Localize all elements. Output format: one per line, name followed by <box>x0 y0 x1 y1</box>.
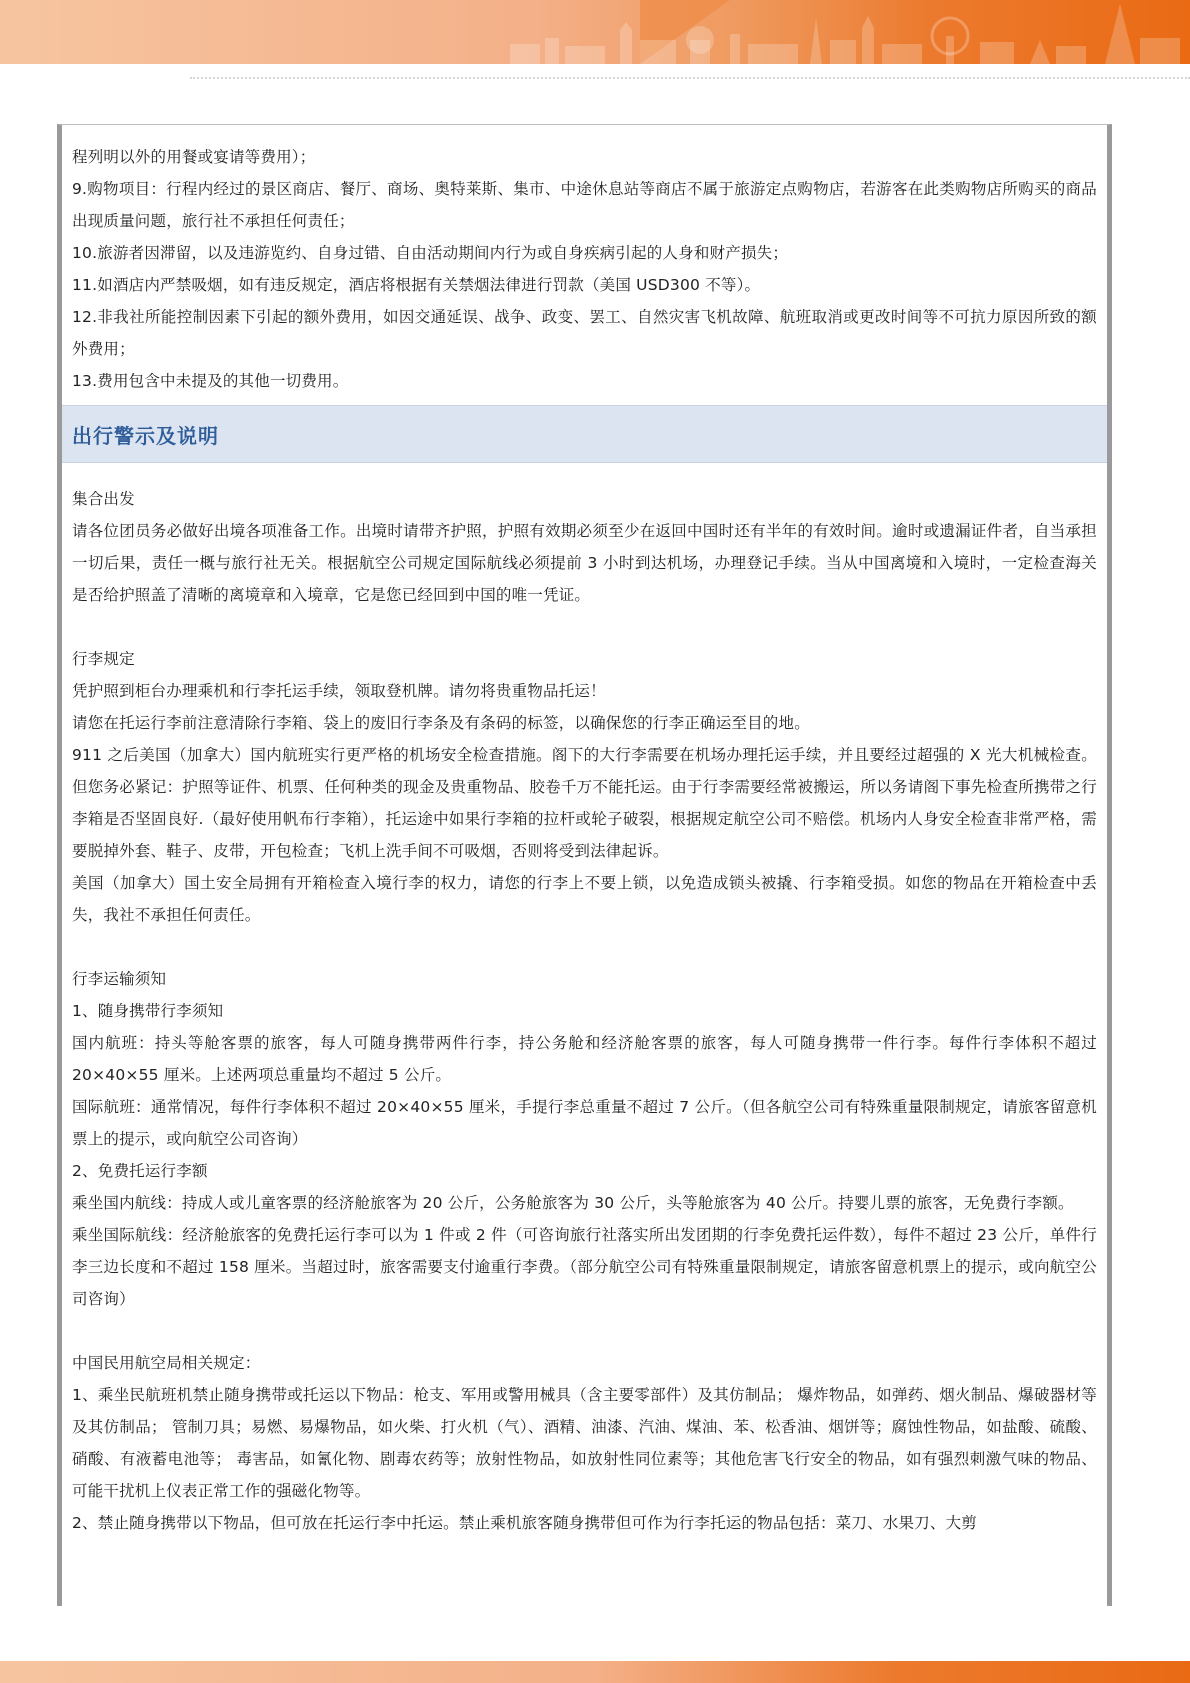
luggage-rules-line: 911 之后美国（加拿大）国内航班实行更严格的机场安全检查措施。阁下的大行李需要在机场办理托运手续，并且要经过超强的 X 光大机械检查。但您务必紧记：护照等证件、机票、任何种类的现金及贵重物品、胶卷千万不能托运。由于行李需要经常被搬运，所以务请阁下事先检查所携带之行李箱是否坚固良好.（最好使用帆布行李箱），托运途中如果行李箱的拉杆或轮子破裂，根据规定航空公司不赔偿。机场内人身安全检查非常严格，需要脱掉外套、鞋子、皮带，开包检查；飞机上洗手间不可吸烟，否则将受到法律起诉。 <box>72 746 1097 860</box>
luggage-rules-heading: 行李规定 <box>72 650 135 668</box>
luggage-transport-heading: 行李运输须知 <box>72 970 167 988</box>
luggage-rules-block <box>62 643 1107 931</box>
caac-line: 1、乘坐民航班机禁止随身携带或托运以下物品：枪支、军用或警用械具（含主要零部件）及其仿制品； 爆炸物品，如弹药、烟火制品、爆破器材等及其仿制品； 管制刀具；易燃、易爆物品，如火柴、打火机（气）、酒精、油漆、汽油、煤油、苯、松香油、烟饼等；腐蚀性物品，如盐酸、硫酸、硝酸、有液蓄电池等； 毒害品，如氰化物、剧毒农药等；放射性物品，如放射性同位素等；其他危害飞行安全的物品，如有强烈刺激气味的物品、可能干扰机上仪表正常工作的强磁化物等。 <box>72 1386 1097 1500</box>
luggage-transport-block <box>62 963 1107 1315</box>
luggage-rules-line: 凭护照到柜台办理乘机和行李托运手续，领取登机牌。请勿将贵重物品托运！ <box>72 682 606 700</box>
luggage-transport-line: 乘坐国际航线：经济舱旅客的免费托运行李可以为 1 件或 2 件（可咨询旅行社落实所出发团期的行李免费托运件数），每件不超过 23 公斤，单件行李三边长度和不超过 158 厘米。当超过时，旅客需要支付逾重行李费。（部分航空公司有特殊重量限制规定，请旅客留意机票上的提示，或向航空公司咨询） <box>72 1226 1097 1308</box>
assembly-line: 请各位团员务必做好出境各项准备工作。出境时请带齐护照，护照有效期必须至少在返回中国时还有半年的有效时间。逾时或遗漏证件者，自当承担一切后果，责任一概与旅行社无关。根据航空公司规定国际航线必须提前 3 小时到达机场，办理登记手续。当从中国离境和入境时，一定检查海关是否给护照盖了清晰的离境章和入境章，它是您已经回到中国的唯一凭证。 <box>72 522 1097 604</box>
spacer <box>62 931 1107 963</box>
intro-line: 11.如酒店内严禁吸烟，如有违反规定，酒店将根据有关禁烟法律进行罚款（美国 USD300 不等）。 <box>72 276 761 294</box>
assembly-block <box>62 483 1107 611</box>
luggage-transport-line: 国际航班：通常情况，每件行李体积不超过 20×40×55 厘米，手提行李总重量不超过 7 公斤。（但各航空公司有特殊重量限制规定，请旅客留意机票上的提示，或向航空公司咨询） <box>72 1098 1097 1148</box>
intro-line: 9.购物项目：行程内经过的景区商店、餐厅、商场、奥特莱斯、集市、中途休息站等商店不属于旅游定点购物店，若游客在此类购物店所购买的商品出现质量问题，旅行社不承担任何责任； <box>72 180 1097 230</box>
footer-banner <box>0 1661 1190 1683</box>
luggage-rules-line: 美国（加拿大）国土安全局拥有开箱检查入境行李的权力，请您的行李上不要上锁，以免造成锁头被撬、行李箱受损。如您的物品在开箱检查中丢失，我社不承担任何责任。 <box>72 874 1097 924</box>
luggage-transport-line: 乘坐国内航线：持成人或儿童客票的经济舱旅客为 20 公斤，公务舱旅客为 30 公斤，头等舱旅客为 40 公斤。持婴儿票的旅客，无免费行李额。 <box>72 1194 1074 1212</box>
intro-block <box>62 125 1107 397</box>
luggage-transport-line: 2、免费托运行李额 <box>72 1162 208 1180</box>
header-banner <box>0 0 1190 64</box>
intro-line: 13.费用包含中未提及的其他一切费用。 <box>72 372 349 390</box>
caac-block <box>62 1347 1107 1539</box>
luggage-transport-line: 1、随身携带行李须知 <box>72 1002 224 1020</box>
caac-heading: 中国民用航空局相关规定： <box>72 1354 261 1372</box>
intro-line: 12.非我社所能控制因素下引起的额外费用，如因交通延误、战争、政变、罢工、自然灾害飞机故障、航班取消或更改时间等不可抗力原因所致的额外费用； <box>72 308 1097 358</box>
section-header <box>62 405 1107 463</box>
assembly-heading: 集合出发 <box>72 490 135 508</box>
spacer <box>62 1315 1107 1347</box>
header-divider <box>190 77 1190 79</box>
content-box <box>57 124 1112 1606</box>
intro-line: 10.旅游者因滞留，以及违游览约、自身过错、自由活动期间内行为或自身疾病引起的人身和财产损失； <box>72 244 789 262</box>
luggage-rules-line: 请您在托运行李前注意清除行李箱、袋上的废旧行李条及有条码的标签，以确保您的行李正确运至目的地。 <box>72 714 810 732</box>
intro-line: 程列明以外的用餐或宴请等费用）； <box>72 148 316 166</box>
luggage-transport-line: 国内航班：持头等舱客票的旅客，每人可随身携带两件行李，持公务舱和经济舱客票的旅客，每人可随身携带一件行李。每件行李体积不超过 20×40×55 厘米。上述两项总重量均不超过 5 公斤。 <box>72 1034 1097 1084</box>
section-title: 出行警示及说明 <box>72 423 219 448</box>
city-skyline-decoration <box>490 0 1190 64</box>
spacer <box>62 611 1107 643</box>
caac-line: 2、禁止随身携带以下物品，但可放在托运行李中托运。禁止乘机旅客随身携带但可作为行李托运的物品包括：菜刀、水果刀、大剪 <box>72 1514 977 1532</box>
